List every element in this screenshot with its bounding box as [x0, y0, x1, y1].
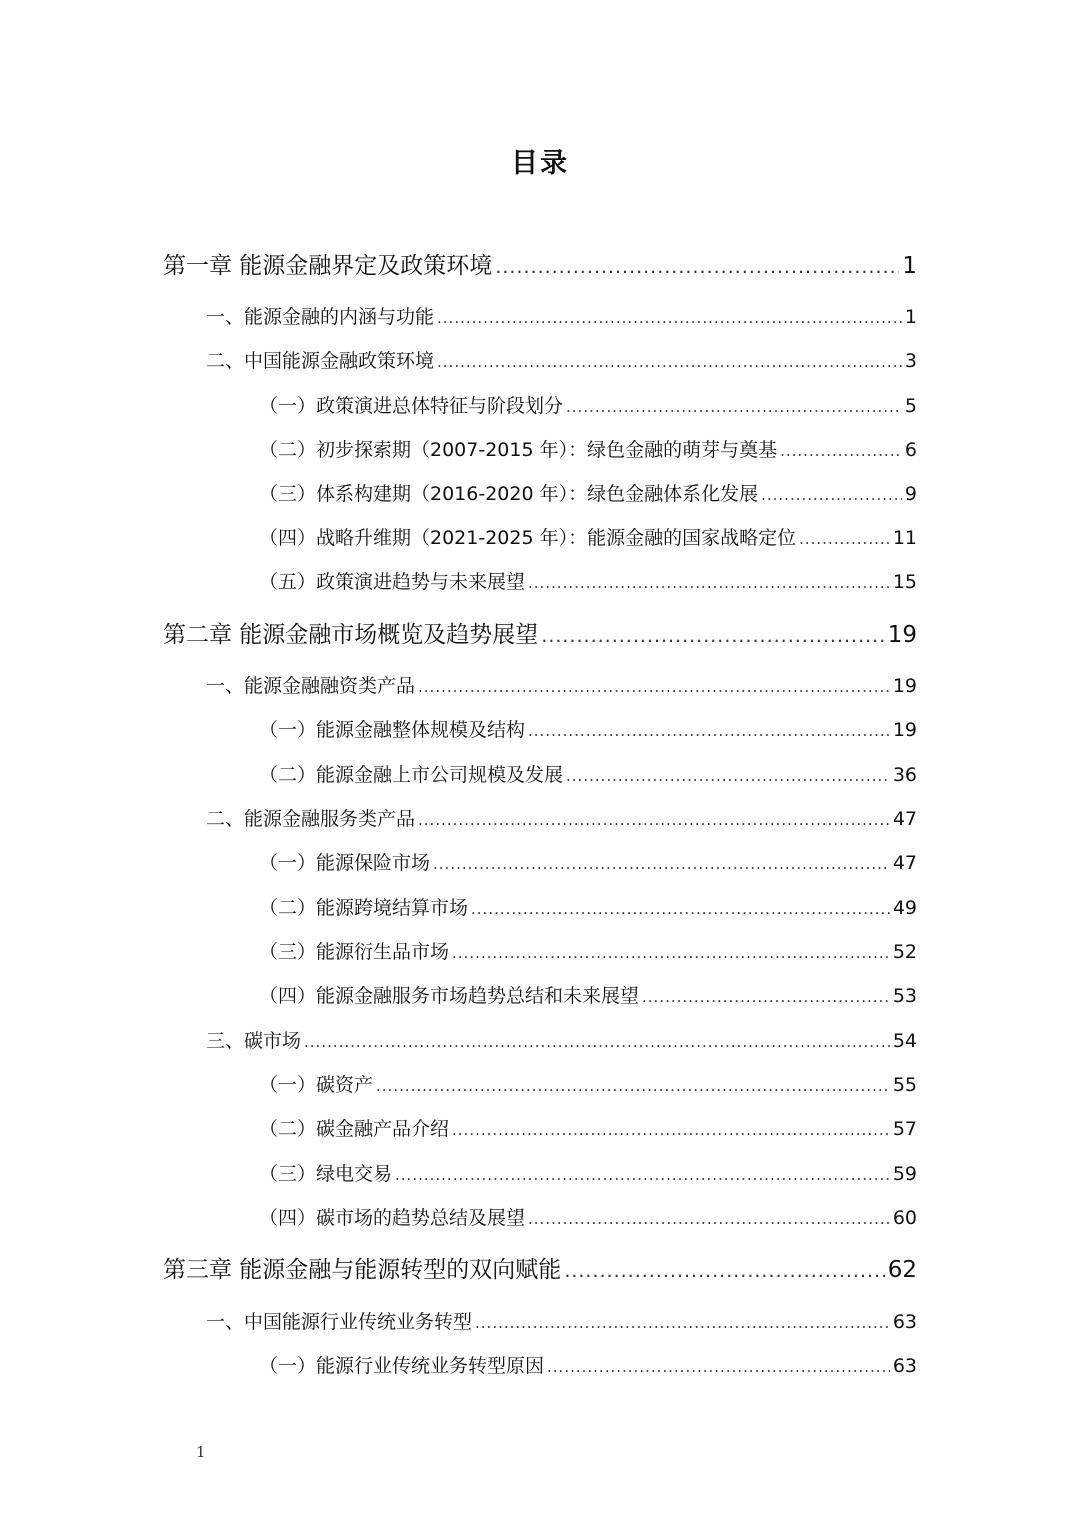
toc-entry-page: 1: [902, 253, 917, 279]
toc-entry[interactable]: [206, 671, 917, 699]
toc-entry-page: 53: [892, 985, 917, 1007]
toc-entry[interactable]: [259, 937, 917, 965]
toc-entry-page: 15: [892, 571, 917, 593]
toc-entry-page: 47: [892, 852, 917, 874]
dot-leader: [452, 1121, 890, 1139]
toc-entry[interactable]: [163, 247, 917, 281]
toc-entry[interactable]: [259, 1351, 917, 1379]
toc-entry-label: （一）能源行业传统业务转型原因: [259, 1355, 545, 1377]
toc-entry-label: （三）体系构建期（2016-2020 年）：绿色金融体系化发展: [259, 483, 759, 505]
dot-leader: [471, 900, 890, 918]
toc-entry[interactable]: [259, 1159, 917, 1187]
toc-entry-label: 一、中国能源行业传统业务转型: [206, 1311, 473, 1333]
toc-entry-label: （三）绿电交易: [259, 1163, 393, 1185]
toc-entry-label: （三）能源衍生品市场: [259, 941, 450, 963]
toc-entry[interactable]: [259, 479, 917, 507]
toc-entry-page: 9: [904, 483, 917, 505]
toc-entry-page: 19: [887, 622, 917, 648]
toc-entry[interactable]: [259, 760, 917, 788]
dot-leader: [780, 442, 902, 460]
dot-leader: [395, 1166, 890, 1184]
toc-entry-page: 55: [892, 1074, 917, 1096]
toc-entry-page: 63: [892, 1311, 917, 1333]
dot-leader: [799, 530, 890, 548]
dot-leader: [547, 1358, 890, 1376]
toc-entry-label: 一、能源金融融资类产品: [206, 675, 416, 697]
toc-entry-label: 二、中国能源金融政策环境: [206, 350, 435, 372]
toc-entry-page: 49: [892, 897, 917, 919]
toc-entry-label: 三、碳市场: [206, 1030, 302, 1052]
dot-leader: [564, 1260, 884, 1282]
toc-entry[interactable]: [163, 616, 917, 650]
dot-leader: [475, 1314, 890, 1332]
dot-leader: [418, 811, 890, 829]
toc-entry[interactable]: [206, 1307, 917, 1335]
toc-entry[interactable]: [206, 346, 917, 374]
dot-leader: [761, 486, 902, 504]
toc-entry[interactable]: [259, 391, 917, 419]
dot-leader: [495, 256, 899, 278]
toc-entry-page: 63: [892, 1355, 917, 1377]
toc-entry-page: 11: [892, 527, 917, 549]
toc-entry-page: 1: [904, 306, 917, 328]
toc-entry-label: （一）能源保险市场: [259, 852, 431, 874]
dot-leader: [418, 678, 890, 696]
toc-entry-page: 47: [892, 808, 917, 830]
dot-leader: [304, 1033, 890, 1051]
toc-entry-page: 59: [892, 1163, 917, 1185]
dot-leader: [642, 988, 890, 1006]
toc-entry-label: （二）碳金融产品介绍: [259, 1118, 450, 1140]
toc-entry-page: 6: [904, 439, 917, 461]
toc-entry[interactable]: [259, 523, 917, 551]
dot-leader: [541, 625, 884, 647]
toc-entry-label: （一）政策演进总体特征与阶段划分: [259, 395, 564, 417]
toc-entry[interactable]: [259, 435, 917, 463]
toc-entry-label: （四）能源金融服务市场趋势总结和未来展望: [259, 985, 640, 1007]
toc-entry[interactable]: [259, 848, 917, 876]
toc-entry-page: 19: [892, 719, 917, 741]
toc-entry[interactable]: [206, 804, 917, 832]
page-title: 目录: [511, 148, 569, 179]
toc-entry-page: 36: [892, 764, 917, 786]
toc-entry-label: 二、能源金融服务类产品: [206, 808, 416, 830]
toc-entry-page: 62: [887, 1257, 917, 1283]
toc-entry-page: 60: [892, 1207, 917, 1229]
dot-leader: [566, 398, 902, 416]
toc-entry-label: 第二章 能源金融市场概览及趋势展望: [163, 622, 539, 648]
dot-leader: [437, 353, 902, 371]
dot-leader: [376, 1077, 890, 1095]
toc-entry[interactable]: [259, 1114, 917, 1142]
toc-entry-label: （四）碳市场的趋势总结及展望: [259, 1207, 526, 1229]
toc-entry-page: 19: [892, 675, 917, 697]
dot-leader: [566, 767, 890, 785]
toc-entry-page: 52: [892, 941, 917, 963]
toc-entry-page: 3: [904, 350, 917, 372]
toc-entry-label: 第三章 能源金融与能源转型的双向赋能: [163, 1257, 562, 1283]
dot-leader: [528, 574, 890, 592]
toc-entry-page: 5: [904, 395, 917, 417]
toc-entry-page: 57: [892, 1118, 917, 1140]
toc-entry-label: 一、能源金融的内涵与功能: [206, 306, 435, 328]
toc-entry-label: （一）能源金融整体规模及结构: [259, 719, 526, 741]
toc-entry-label: 第一章 能源金融界定及政策环境: [163, 253, 493, 279]
dot-leader: [528, 722, 890, 740]
toc-entry-page: 54: [892, 1030, 917, 1052]
dot-leader: [452, 944, 890, 962]
page-number: 1: [196, 1443, 206, 1461]
toc-entry-label: （五）政策演进趋势与未来展望: [259, 571, 526, 593]
toc-entry[interactable]: [259, 1070, 917, 1098]
toc-entry-label: （一）碳资产: [259, 1074, 374, 1096]
toc-entry[interactable]: [163, 1251, 917, 1285]
toc-entry[interactable]: [206, 302, 917, 330]
toc-entry[interactable]: [259, 567, 917, 595]
toc-entry[interactable]: [259, 1203, 917, 1231]
toc-entry[interactable]: [259, 715, 917, 743]
toc-entry-label: （四）战略升维期（2021-2025 年）：能源金融的国家战略定位: [259, 527, 797, 549]
dot-leader: [433, 855, 890, 873]
dot-leader: [528, 1210, 890, 1228]
dot-leader: [437, 309, 902, 327]
toc-entry[interactable]: [259, 981, 917, 1009]
toc-entry[interactable]: [206, 1026, 917, 1054]
toc-entry-label: （二）初步探索期（2007-2015 年）：绿色金融的萌芽与奠基: [259, 439, 778, 461]
toc-entry-label: （二）能源金融上市公司规模及发展: [259, 764, 564, 786]
toc-entry[interactable]: [259, 893, 917, 921]
toc-entry-label: （二）能源跨境结算市场: [259, 897, 469, 919]
